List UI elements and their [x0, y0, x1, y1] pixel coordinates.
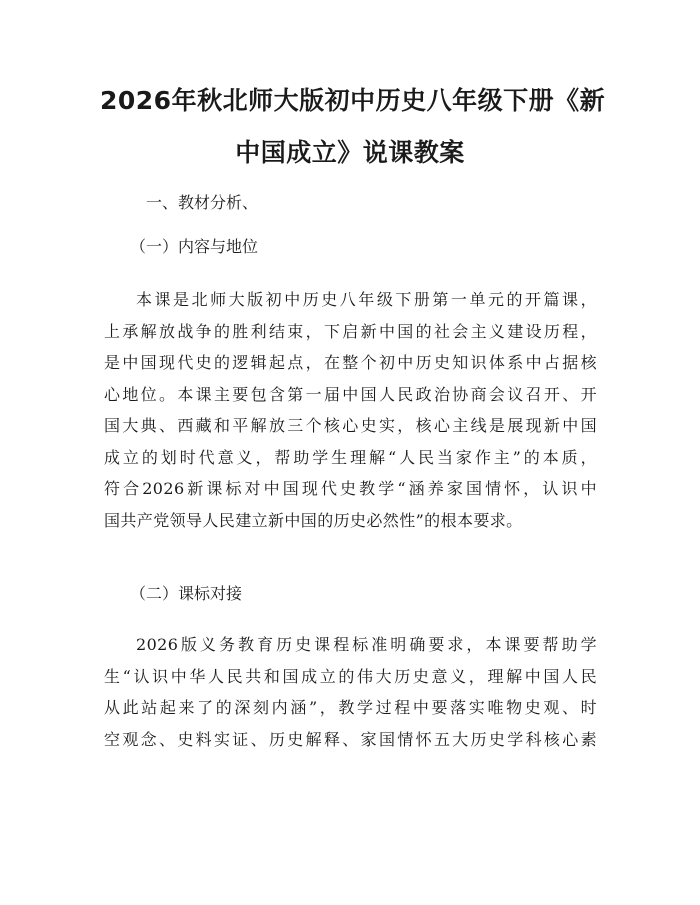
section-heading-textbook-analysis: 一、教材分析、 — [146, 193, 259, 212]
paragraph-curriculum-standard — [104, 629, 597, 755]
paragraph-line: 符合2026新课标对中国现代史教学“涵养家国情怀，认识中 — [104, 479, 597, 498]
paragraph-content-position — [104, 284, 597, 536]
paragraph-line: 本课是北师大版初中历史八年级下册第一单元的开篇课， — [136, 290, 597, 309]
document-title-line-2: 中国成立》说课教案 — [235, 138, 465, 167]
paragraph-line: 从此站起来了的深刻内涵”，教学过程中要落实唯物史观、时 — [104, 698, 597, 717]
paragraph-line: 是中国现代史的逻辑起点，在整个初中历史知识体系中占据核 — [104, 353, 597, 372]
subsection-heading-content-position: （一）内容与地位 — [130, 237, 259, 256]
paragraph-line: 心地位。本课主要包含第一届中国人民政治协商会议召开、开 — [104, 384, 597, 404]
paragraph-line: 2026版义务教育历史课程标准明确要求，本课要帮助学 — [136, 635, 597, 654]
paragraph-line: 生“认识中华人民共和国成立的伟大历史意义，理解中国人民 — [104, 666, 597, 686]
paragraph-line: 上承解放战争的胜利结束，下启新中国的社会主义建设历程， — [104, 321, 597, 341]
paragraph-line: 国共产党领导人民建立新中国的历史必然性”的根本要求。 — [104, 510, 523, 530]
document-title-line-1: 2026年秋北师大版初中历史八年级下册《新 — [100, 86, 606, 115]
subsection-heading-curriculum-standard: （二）课标对接 — [130, 584, 243, 603]
paragraph-line: 国大典、西藏和平解放三个核心史实，核心主线是展现新中国 — [104, 416, 597, 435]
paragraph-line: 空观念、史料实证、历史解释、家国情怀五大历史学科核心素 — [104, 729, 597, 749]
paragraph-line: 成立的划时代意义，帮助学生理解“人民当家作主”的本质， — [104, 447, 597, 467]
